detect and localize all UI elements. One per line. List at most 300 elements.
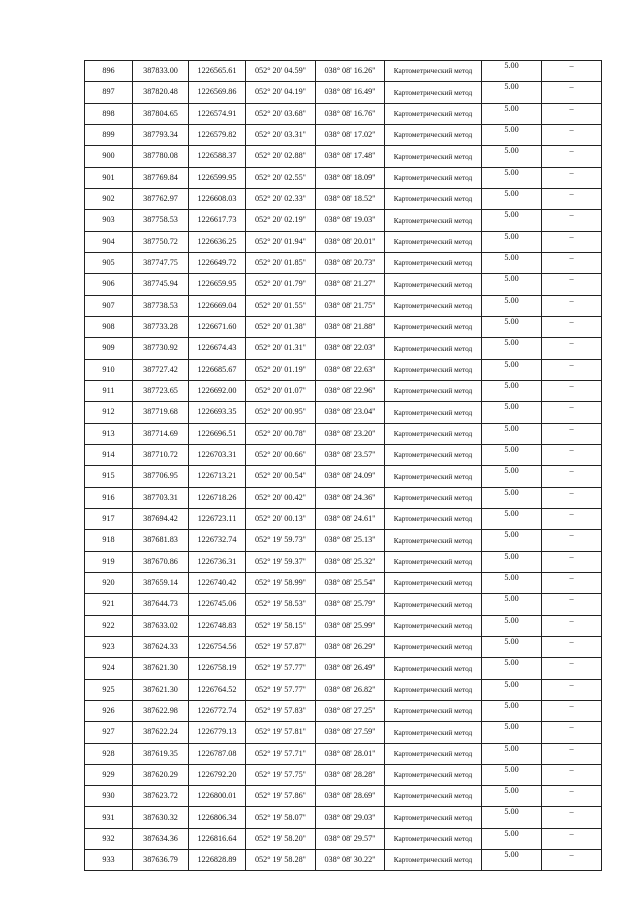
y-coordinate: 1226723.11 [189,508,246,529]
longitude: 038° 08' 29.03" [316,807,385,828]
empty-cell: – [542,786,602,807]
method: Картометрический метод [385,444,482,465]
latitude: 052° 20' 01.55" [246,295,316,316]
empty-cell: – [542,807,602,828]
table-row [85,359,602,380]
method: Картометрический метод [385,594,482,615]
table-row [85,743,602,764]
method: Картометрический метод [385,359,482,380]
latitude: 052° 19' 58.28" [246,850,316,871]
x-coordinate: 387762.97 [133,188,189,209]
x-coordinate: 387706.95 [133,466,189,487]
table-row [85,188,602,209]
x-coordinate: 387694.42 [133,508,189,529]
x-coordinate: 387733.28 [133,316,189,337]
y-coordinate: 1226693.35 [189,402,246,423]
method: Картометрический метод [385,508,482,529]
table-row [85,444,602,465]
accuracy: 5.00 [482,231,542,252]
point-number: 917 [85,508,133,529]
x-coordinate: 387714.69 [133,423,189,444]
y-coordinate: 1226764.52 [189,679,246,700]
table-row [85,530,602,551]
y-coordinate: 1226772.74 [189,700,246,721]
latitude: 052° 20' 01.31" [246,338,316,359]
y-coordinate: 1226748.83 [189,615,246,636]
y-coordinate: 1226745.06 [189,594,246,615]
point-number: 922 [85,615,133,636]
accuracy: 5.00 [482,466,542,487]
x-coordinate: 387769.84 [133,167,189,188]
latitude: 052° 20' 02.88" [246,146,316,167]
longitude: 038° 08' 21.27" [316,274,385,295]
y-coordinate: 1226736.31 [189,551,246,572]
y-coordinate: 1226806.34 [189,807,246,828]
x-coordinate: 387833.00 [133,61,189,82]
y-coordinate: 1226599.95 [189,167,246,188]
empty-cell: – [542,658,602,679]
x-coordinate: 387681.83 [133,530,189,551]
y-coordinate: 1226696.51 [189,423,246,444]
y-coordinate: 1226787.08 [189,743,246,764]
latitude: 052° 19' 57.83" [246,700,316,721]
y-coordinate: 1226669.04 [189,295,246,316]
empty-cell: – [542,103,602,124]
longitude: 038° 08' 25.99" [316,615,385,636]
longitude: 038° 08' 17.48" [316,146,385,167]
point-number: 905 [85,252,133,273]
point-number: 933 [85,850,133,871]
method: Картометрический метод [385,530,482,551]
empty-cell: – [542,188,602,209]
point-number: 906 [85,274,133,295]
method: Картометрический метод [385,700,482,721]
point-number: 919 [85,551,133,572]
latitude: 052° 19' 59.73" [246,530,316,551]
empty-cell: – [542,679,602,700]
empty-cell: – [542,850,602,871]
point-number: 899 [85,124,133,145]
longitude: 038° 08' 27.25" [316,700,385,721]
x-coordinate: 387703.31 [133,487,189,508]
point-number: 904 [85,231,133,252]
y-coordinate: 1226649.72 [189,252,246,273]
table-row [85,508,602,529]
point-number: 916 [85,487,133,508]
point-number: 931 [85,807,133,828]
point-number: 908 [85,316,133,337]
method: Картометрический метод [385,146,482,167]
method: Картометрический метод [385,338,482,359]
method: Картометрический метод [385,295,482,316]
latitude: 052° 19' 58.99" [246,572,316,593]
longitude: 038° 08' 28.01" [316,743,385,764]
table-row [85,700,602,721]
latitude: 052° 19' 58.15" [246,615,316,636]
empty-cell: – [542,359,602,380]
method: Картометрический метод [385,850,482,871]
empty-cell: – [542,743,602,764]
table-row [85,764,602,785]
y-coordinate: 1226636.25 [189,231,246,252]
x-coordinate: 387780.08 [133,146,189,167]
y-coordinate: 1226779.13 [189,722,246,743]
empty-cell: – [542,530,602,551]
table-row [85,231,602,252]
method: Картометрический метод [385,423,482,444]
longitude: 038° 08' 23.20" [316,423,385,444]
x-coordinate: 387745.94 [133,274,189,295]
accuracy: 5.00 [482,572,542,593]
y-coordinate: 1226703.31 [189,444,246,465]
accuracy: 5.00 [482,615,542,636]
y-coordinate: 1226800.01 [189,786,246,807]
latitude: 052° 20' 02.33" [246,188,316,209]
point-number: 924 [85,658,133,679]
x-coordinate: 387621.30 [133,679,189,700]
point-number: 930 [85,786,133,807]
latitude: 052° 20' 01.19" [246,359,316,380]
empty-cell: – [542,210,602,231]
accuracy: 5.00 [482,82,542,103]
x-coordinate: 387620.29 [133,764,189,785]
longitude: 038° 08' 28.28" [316,764,385,785]
accuracy: 5.00 [482,316,542,337]
y-coordinate: 1226828.89 [189,850,246,871]
longitude: 038° 08' 21.75" [316,295,385,316]
longitude: 038° 08' 26.49" [316,658,385,679]
y-coordinate: 1226685.67 [189,359,246,380]
latitude: 052° 19' 58.20" [246,828,316,849]
accuracy: 5.00 [482,636,542,657]
y-coordinate: 1226792.20 [189,764,246,785]
point-number: 912 [85,402,133,423]
longitude: 038° 08' 25.79" [316,594,385,615]
point-number: 907 [85,295,133,316]
method: Картометрический метод [385,61,482,82]
point-number: 910 [85,359,133,380]
method: Картометрический метод [385,316,482,337]
table-row [85,82,602,103]
table-row [85,380,602,401]
x-coordinate: 387710.72 [133,444,189,465]
method: Картометрический метод [385,807,482,828]
longitude: 038° 08' 24.36" [316,487,385,508]
latitude: 052° 20' 02.19" [246,210,316,231]
x-coordinate: 387634.36 [133,828,189,849]
accuracy: 5.00 [482,530,542,551]
table-row [85,594,602,615]
point-number: 929 [85,764,133,785]
empty-cell: – [542,572,602,593]
accuracy: 5.00 [482,423,542,444]
accuracy: 5.00 [482,594,542,615]
method: Картометрический метод [385,82,482,103]
method: Картометрический метод [385,636,482,657]
x-coordinate: 387723.65 [133,380,189,401]
latitude: 052° 19' 57.71" [246,743,316,764]
table-row [85,679,602,700]
coordinates-table [84,60,602,871]
longitude: 038° 08' 29.57" [316,828,385,849]
empty-cell: – [542,444,602,465]
empty-cell: – [542,828,602,849]
method: Картометрический метод [385,487,482,508]
method: Картометрический метод [385,466,482,487]
latitude: 052° 20' 00.95" [246,402,316,423]
latitude: 052° 20' 01.07" [246,380,316,401]
method: Картометрический метод [385,551,482,572]
empty-cell: – [542,295,602,316]
empty-cell: – [542,316,602,337]
accuracy: 5.00 [482,167,542,188]
latitude: 052° 20' 00.78" [246,423,316,444]
method: Картометрический метод [385,679,482,700]
empty-cell: – [542,700,602,721]
point-number: 898 [85,103,133,124]
accuracy: 5.00 [482,551,542,572]
y-coordinate: 1226758.19 [189,658,246,679]
longitude: 038° 08' 16.26" [316,61,385,82]
accuracy: 5.00 [482,359,542,380]
point-number: 903 [85,210,133,231]
x-coordinate: 387793.34 [133,124,189,145]
longitude: 038° 08' 26.82" [316,679,385,700]
y-coordinate: 1226574.91 [189,103,246,124]
point-number: 918 [85,530,133,551]
point-number: 926 [85,700,133,721]
longitude: 038° 08' 17.02" [316,124,385,145]
latitude: 052° 20' 00.66" [246,444,316,465]
table-row [85,786,602,807]
accuracy: 5.00 [482,295,542,316]
y-coordinate: 1226588.37 [189,146,246,167]
longitude: 038° 08' 22.63" [316,359,385,380]
method: Картометрический метод [385,124,482,145]
x-coordinate: 387624.33 [133,636,189,657]
method: Картометрический метод [385,786,482,807]
empty-cell: – [542,124,602,145]
accuracy: 5.00 [482,274,542,295]
longitude: 038° 08' 23.57" [316,444,385,465]
table-row [85,402,602,423]
x-coordinate: 387633.02 [133,615,189,636]
table-row [85,274,602,295]
empty-cell: – [542,722,602,743]
y-coordinate: 1226617.73 [189,210,246,231]
latitude: 052° 19' 57.86" [246,786,316,807]
empty-cell: – [542,146,602,167]
table-row [85,316,602,337]
accuracy: 5.00 [482,722,542,743]
longitude: 038° 08' 30.22" [316,850,385,871]
table-row [85,61,602,82]
table-row [85,338,602,359]
longitude: 038° 08' 18.52" [316,188,385,209]
method: Картометрический метод [385,743,482,764]
accuracy: 5.00 [482,850,542,871]
x-coordinate: 387758.53 [133,210,189,231]
x-coordinate: 387622.98 [133,700,189,721]
accuracy: 5.00 [482,658,542,679]
accuracy: 5.00 [482,679,542,700]
method: Картометрический метод [385,210,482,231]
empty-cell: – [542,402,602,423]
point-number: 909 [85,338,133,359]
point-number: 896 [85,61,133,82]
latitude: 052° 20' 00.54" [246,466,316,487]
method: Картометрический метод [385,274,482,295]
accuracy: 5.00 [482,402,542,423]
table-row [85,636,602,657]
table-row [85,146,602,167]
latitude: 052° 19' 57.75" [246,764,316,785]
empty-cell: – [542,167,602,188]
point-number: 900 [85,146,133,167]
accuracy: 5.00 [482,252,542,273]
accuracy: 5.00 [482,508,542,529]
empty-cell: – [542,508,602,529]
y-coordinate: 1226569.86 [189,82,246,103]
method: Картометрический метод [385,572,482,593]
y-coordinate: 1226754.56 [189,636,246,657]
empty-cell: – [542,82,602,103]
accuracy: 5.00 [482,444,542,465]
longitude: 038° 08' 25.54" [316,572,385,593]
latitude: 052° 20' 00.42" [246,487,316,508]
x-coordinate: 387636.79 [133,850,189,871]
empty-cell: – [542,615,602,636]
accuracy: 5.00 [482,61,542,82]
longitude: 038° 08' 27.59" [316,722,385,743]
y-coordinate: 1226608.03 [189,188,246,209]
method: Картометрический метод [385,722,482,743]
table-row [85,807,602,828]
x-coordinate: 387730.92 [133,338,189,359]
latitude: 052° 20' 03.68" [246,103,316,124]
table-row [85,551,602,572]
point-number: 915 [85,466,133,487]
latitude: 052° 19' 57.77" [246,658,316,679]
latitude: 052° 20' 03.31" [246,124,316,145]
x-coordinate: 387622.24 [133,722,189,743]
y-coordinate: 1226565.61 [189,61,246,82]
empty-cell: – [542,252,602,273]
longitude: 038° 08' 22.96" [316,380,385,401]
table-row [85,252,602,273]
empty-cell: – [542,61,602,82]
empty-cell: – [542,380,602,401]
table-row [85,167,602,188]
longitude: 038° 08' 18.09" [316,167,385,188]
latitude: 052° 20' 01.79" [246,274,316,295]
table-row [85,828,602,849]
longitude: 038° 08' 25.13" [316,530,385,551]
accuracy: 5.00 [482,124,542,145]
y-coordinate: 1226579.82 [189,124,246,145]
longitude: 038° 08' 20.01" [316,231,385,252]
method: Картометрический метод [385,103,482,124]
method: Картометрический метод [385,764,482,785]
point-number: 920 [85,572,133,593]
method: Картометрический метод [385,231,482,252]
method: Картометрический метод [385,658,482,679]
empty-cell: – [542,551,602,572]
method: Картометрический метод [385,828,482,849]
longitude: 038° 08' 25.32" [316,551,385,572]
point-number: 913 [85,423,133,444]
latitude: 052° 20' 04.19" [246,82,316,103]
table-row [85,466,602,487]
longitude: 038° 08' 20.73" [316,252,385,273]
latitude: 052° 19' 58.07" [246,807,316,828]
point-number: 921 [85,594,133,615]
method: Картометрический метод [385,615,482,636]
empty-cell: – [542,764,602,785]
accuracy: 5.00 [482,188,542,209]
accuracy: 5.00 [482,743,542,764]
y-coordinate: 1226692.00 [189,380,246,401]
point-number: 932 [85,828,133,849]
accuracy: 5.00 [482,487,542,508]
table-row [85,615,602,636]
table-body [85,61,602,871]
y-coordinate: 1226674.43 [189,338,246,359]
accuracy: 5.00 [482,103,542,124]
longitude: 038° 08' 16.49" [316,82,385,103]
x-coordinate: 387670.86 [133,551,189,572]
table-row [85,210,602,231]
x-coordinate: 387623.72 [133,786,189,807]
empty-cell: – [542,274,602,295]
latitude: 052° 20' 01.94" [246,231,316,252]
accuracy: 5.00 [482,786,542,807]
longitude: 038° 08' 26.29" [316,636,385,657]
latitude: 052° 19' 57.87" [246,636,316,657]
point-number: 902 [85,188,133,209]
longitude: 038° 08' 16.76" [316,103,385,124]
x-coordinate: 387747.75 [133,252,189,273]
table-row [85,572,602,593]
point-number: 901 [85,167,133,188]
y-coordinate: 1226732.74 [189,530,246,551]
accuracy: 5.00 [482,210,542,231]
method: Картометрический метод [385,167,482,188]
table-row [85,124,602,145]
longitude: 038° 08' 28.69" [316,786,385,807]
x-coordinate: 387750.72 [133,231,189,252]
latitude: 052° 20' 00.13" [246,508,316,529]
x-coordinate: 387727.42 [133,359,189,380]
empty-cell: – [542,338,602,359]
x-coordinate: 387644.73 [133,594,189,615]
latitude: 052° 19' 58.53" [246,594,316,615]
longitude: 038° 08' 24.09" [316,466,385,487]
point-number: 923 [85,636,133,657]
table-row [85,722,602,743]
point-number: 925 [85,679,133,700]
accuracy: 5.00 [482,828,542,849]
table-row [85,487,602,508]
x-coordinate: 387820.48 [133,82,189,103]
accuracy: 5.00 [482,338,542,359]
y-coordinate: 1226718.26 [189,487,246,508]
accuracy: 5.00 [482,807,542,828]
x-coordinate: 387804.65 [133,103,189,124]
y-coordinate: 1226713.21 [189,466,246,487]
point-number: 927 [85,722,133,743]
latitude: 052° 20' 04.59" [246,61,316,82]
